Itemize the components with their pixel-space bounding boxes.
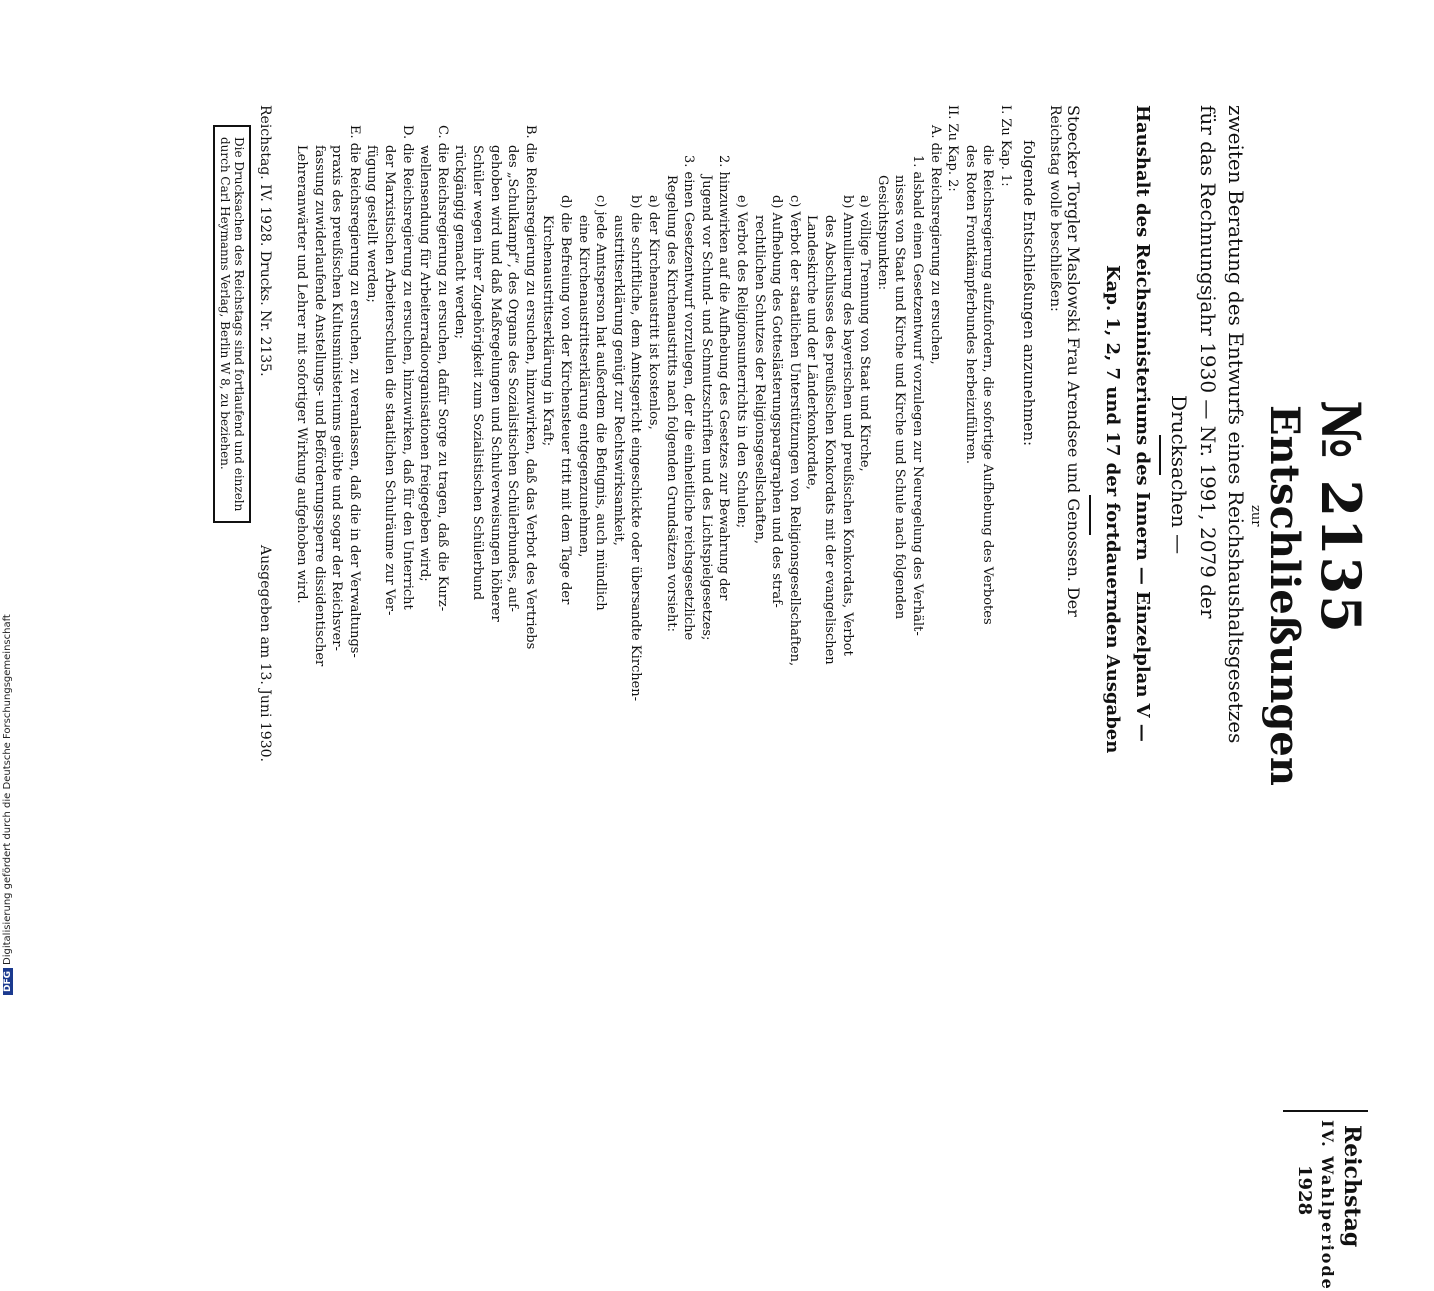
- credit-label: Digitalisierung gefördert durch die Deutsche Forschungsgemeinschaft: [2, 614, 13, 965]
- body-line: Jugend vor Schund- und Schmutzschriften und des Lichtspielgesetzes;: [698, 175, 714, 641]
- document-number: № 2135: [1309, 400, 1373, 634]
- body-line: rechtlichen Schutzes der Religionsgesellschaften,: [751, 215, 767, 544]
- footer-left: Reichstag. IV. 1928. Drucks. Nr. 2135.: [257, 105, 273, 377]
- body-line: Schüler wegen ihrer Zugehörigkeit zum Sozialistischen Schülerbund: [470, 145, 485, 601]
- reichstag-label: Reichstag: [1339, 1125, 1365, 1248]
- body-line: nisses von Staat und Kirche und Kirche und Schule nach folgenden: [892, 175, 908, 620]
- body-line: b) Annullierung des bayerischen und preußischen Konkordats, Verbot: [839, 195, 855, 656]
- body-line: Regelung des Kirchenaustritts nach folgenden Grundsätzen vorsieht:: [663, 175, 679, 632]
- notice-box: [213, 125, 251, 523]
- body-line: fügung gestellt werden;: [364, 145, 380, 303]
- year-label: 1928: [1294, 1165, 1315, 1216]
- subtitle-line-2: für das Rechnungsjahr 1930 — Nr. 1991, 2079 der: [1196, 105, 1220, 619]
- body-line: a) völlige Trennung von Staat und Kirche,: [857, 195, 873, 472]
- antrag-line-2: Reichstag wolle beschließen:: [1047, 105, 1063, 312]
- body-line: 2. hinzuwirken auf die Aufhebung des Gesetzes zur Bewahrung der: [716, 155, 732, 601]
- body-line: a) der Kirchenaustritt ist kostenlos,: [646, 195, 661, 430]
- body-line: des Roten Frontkämpferbundes herbeizuführen.: [962, 145, 978, 465]
- subtitle-line-3: Drucksachen —: [1167, 395, 1191, 555]
- body-line: D. die Reichsregierung zu ersuchen, hinzuwirken, daß für den Unterricht: [399, 125, 415, 610]
- body-line: c) Verbot der staatlichen Unterstützungen von Religionsgesellschaften,: [786, 195, 802, 667]
- body-line: Landeskirche und der Länderkonkordate,: [804, 215, 820, 490]
- body-line: 1. alsbald einen Gesetzentwurf vorzulegen zur Neuregelung des Verhält-: [910, 155, 925, 636]
- haushalt-heading: Haushalt des Reichsministeriums des Innern — Einzelplan V —: [1132, 105, 1153, 742]
- wahlperiode-label: IV. Wahlperiode: [1318, 1120, 1337, 1291]
- body-line: 3. einen Gesetzentwurf vorzulegen, der die einheitliche reichsgesetzliche: [681, 155, 697, 641]
- body-line: d) Aufhebung des Gotteslästerungsparagraphen und des straf-: [769, 195, 785, 608]
- body-line: I. Zu Kap. 1:: [998, 105, 1013, 187]
- body-line: Gesichtspunkten:: [874, 175, 890, 291]
- credit-text: [2, 614, 13, 995]
- divider-2: [1089, 495, 1091, 535]
- body-line: c) jede Amtsperson hat außerdem die Befugnis, auch mündlich: [593, 195, 609, 611]
- body-line: rückgängig gemacht werden;: [452, 145, 468, 340]
- body-line: C. die Reichsregierung zu ersuchen, dafür Sorge zu tragen, daß die Kurz-: [434, 125, 450, 612]
- document-page: [123, 105, 1373, 1291]
- footer-right: Ausgegeben am 13. Juni 1930.: [257, 545, 273, 762]
- notice-line-2: durch Carl Heymanns Verlag, Berlin W 8, zu beziehen.: [218, 137, 232, 470]
- body-line: b) die schriftliche, dem Amtsgericht eingeschickte oder übersandte Kirchen-: [628, 195, 644, 702]
- zur-label: zur: [1248, 505, 1263, 527]
- kap-heading: Kap. 1, 2, 7 und 17 der fortdauernden Ausgaben: [1102, 265, 1123, 754]
- body-line: eine Kirchenaustrittserklärung entgegenzunehmen,: [575, 215, 591, 558]
- body-line: II. Zu Kap. 2:: [945, 105, 961, 192]
- body-line: Lehreranwärter und Lehrer mit sofortiger Wirkung aufgehoben wird.: [294, 145, 309, 604]
- body-line: A. die Reichsregierung zu ersuchen,: [927, 125, 943, 365]
- body-line: die Reichsregierung aufzufordern, die sofortige Aufhebung des Verbotes: [980, 145, 996, 625]
- body-line: E. die Reichsregierung zu ersuchen, zu veranlassen, daß die in der Verwaltungs-: [346, 125, 362, 658]
- reichstag-divider: [1283, 1110, 1368, 1112]
- body-line: d) die Befreiung von der Kirchensteuer tritt mit dem Tage der: [558, 195, 573, 605]
- body-line: praxis des preußischen Kultusministeriums geübte und sogar der Reichsver-: [329, 145, 345, 651]
- antrag-line: Stoecker Torgler Maslowski Frau Arendsee und Genossen. Der: [1064, 105, 1083, 617]
- body-line: des Abschlusses des preußischen Konkordats mit der evangelischen: [822, 215, 837, 665]
- document-title: Entschließungen: [1261, 405, 1308, 786]
- subtitle-line-1: zweiten Beratung des Entwurfs eines Reichshaushaltsgesetzes: [1224, 105, 1248, 744]
- body-line: gehoben wird und daß Maßregelungen und Schulverweisungen höherer: [487, 145, 503, 622]
- body-line: e) Verbot des Religionsunterrichts in den Schulen;: [734, 195, 749, 529]
- divider-1: [1159, 435, 1161, 475]
- body-line: austrittserklärung genügt zur Rechtswirksamkeit,: [610, 215, 626, 546]
- notice-line-1: Die Drucksachen des Reichstags sind fortlaufend und einzeln: [232, 137, 246, 512]
- folgende-line: folgende Entschließungen anzunehmen:: [1020, 140, 1038, 447]
- body-line: fassung zuwiderlaufende Anstellungs- und Beförderungssperre dissidentischer: [311, 145, 327, 667]
- dfg-logo: DFG: [3, 968, 13, 995]
- body-line: des „Schulkampf“, des Organs des Sozialistischen Schülerbundes, auf-: [505, 145, 521, 612]
- body-line: Kirchenaustrittserklärung in Kraft;: [540, 215, 556, 447]
- body-line: B. die Reichsregierung zu ersuchen, hinzuwirken, daß das Verbot des Vertriebs: [522, 125, 538, 650]
- body-line: der Marxistischen Arbeiterschulen die staatlichen Schulräume zur Ver-: [382, 145, 397, 616]
- body-line: wellensendung für Arbeiterradioorganisationen freigegeben wird;: [417, 145, 433, 582]
